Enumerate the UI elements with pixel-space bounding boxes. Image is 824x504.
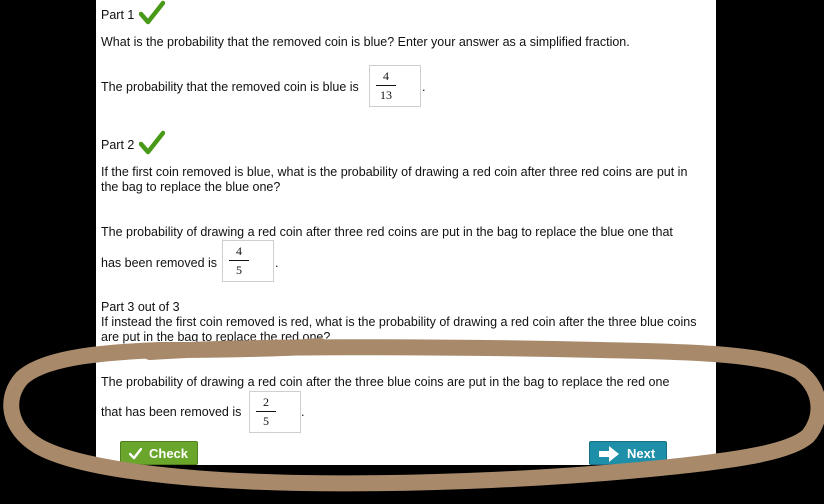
part1-question: What is the probability that the removed coin is blue? Enter your answer as a simplified fraction. (101, 35, 630, 49)
part2-question: If the first coin removed is blue, what is the probability of drawing a red coin after three red coins are put in the bag to replace the blue one? (101, 165, 688, 194)
part2-answer-label: has been removed is (101, 256, 218, 270)
checkmark-icon (129, 448, 142, 460)
part1-answer-fraction[interactable] (369, 65, 421, 107)
check-button-label: Check (149, 446, 189, 461)
part1-answer-label: The probability that the removed coin is blue is (101, 80, 359, 94)
part3-answer-text: The probability of drawing a red coin after the three blue coins are put in the bag to replace the red one (101, 375, 670, 389)
part3-heading: Part 3 out of 3 (101, 300, 180, 314)
arrow-right-icon (598, 445, 620, 463)
part3-numerator: 2 (263, 395, 269, 409)
part3-answer-fraction[interactable] (249, 391, 301, 433)
part1-correct-checkmark-icon (139, 0, 165, 26)
part3-answer-label: that has been removed is (101, 405, 242, 419)
part3-question: If instead the first coin removed is red, what is the probability of drawing a red coin after the three blue coins are put in the bag to replace the red one? (101, 315, 697, 344)
part2-answer-fraction[interactable] (222, 240, 274, 282)
part2-denominator: 5 (236, 263, 242, 277)
next-button[interactable] (589, 441, 667, 465)
part2-heading: Part 2 (101, 138, 135, 152)
part1-numerator: 4 (383, 69, 389, 83)
check-button[interactable] (120, 441, 198, 465)
fraction-bar (229, 260, 249, 261)
part2-correct-checkmark-icon (139, 130, 165, 156)
fraction-bar (256, 411, 276, 412)
part1-heading: Part 1 (101, 8, 135, 22)
fraction-bar (376, 85, 396, 86)
part3-denominator: 5 (263, 414, 269, 428)
next-button-label: Next (627, 446, 656, 461)
part2-period: . (275, 256, 279, 270)
part2-answer-text: The probability of drawing a red coin after three red coins are put in the bag to replace the blue one that (101, 225, 673, 239)
part3-period: . (301, 405, 305, 419)
part1-denominator: 13 (380, 88, 392, 102)
part1-period: . (422, 80, 426, 94)
part2-numerator: 4 (236, 244, 242, 258)
